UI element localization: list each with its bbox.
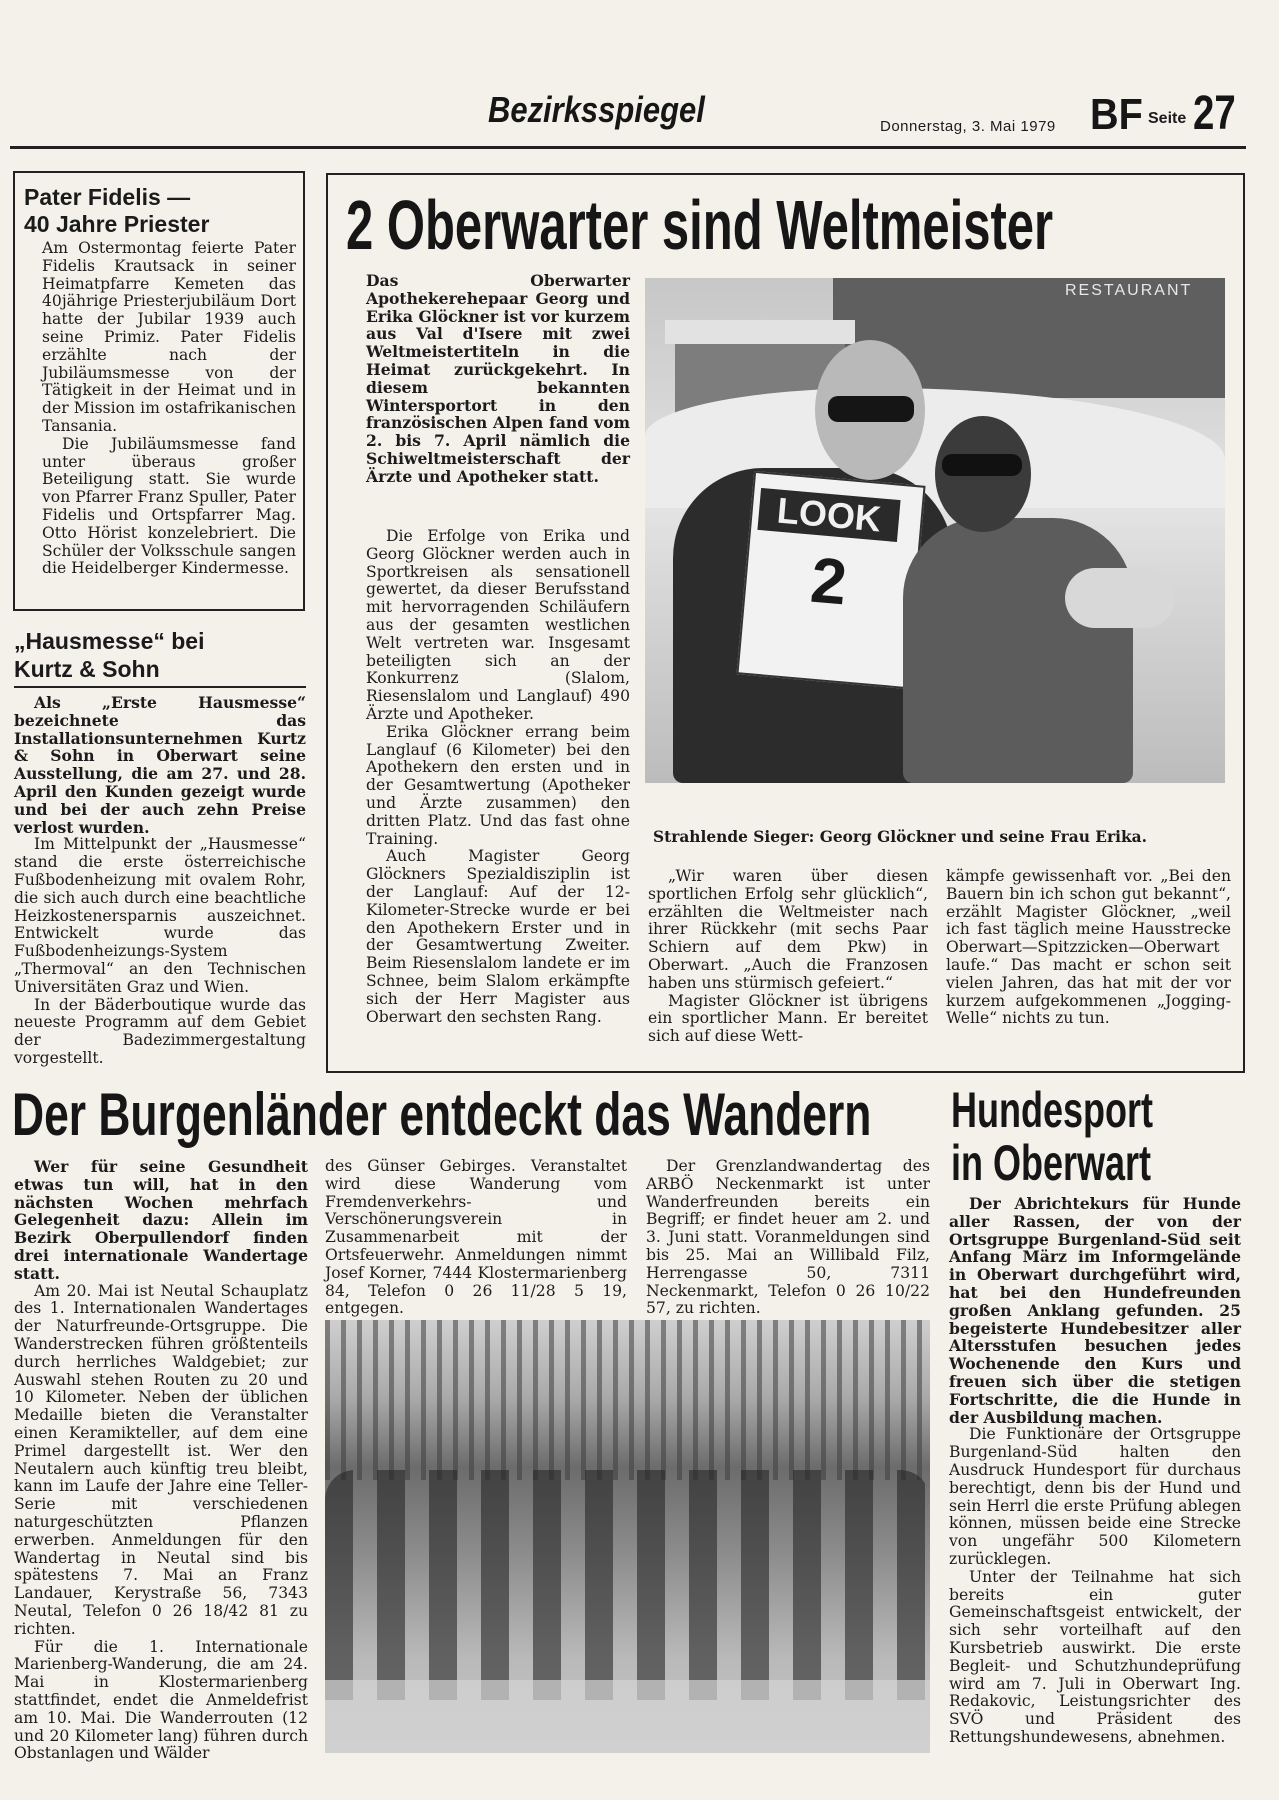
forest-trees bbox=[325, 1320, 930, 1480]
page-label: Seite bbox=[1148, 110, 1187, 127]
hundesport-paragraph: Die Funktionäre der Ortsgruppe Burgenland-Süd halten den Ausdruck Hundesport für durchaus berechtigt, denn bis der Hund und sein Herrl die erste Prüfung ablegen können, müssen beide eine Strecke von ungefähr 500 Kilometern zurücklegen. bbox=[949, 1425, 1241, 1568]
weltmeister-headline: 2 Oberwarter sind Weltmeister bbox=[346, 186, 1054, 264]
weltmeister-paragraph: „Wir waren über diesen sportlichen Erfolg sehr glücklich“, erzählten die Weltmeister nach ihrer Rückkehr (mit sechs Paar Schiern auf dem Pkw) in Oberwart. „Auch die Franzosen haben uns stürmisch gefeiert.“ bbox=[648, 867, 928, 992]
weltmeister-lead bbox=[366, 272, 630, 486]
weltmeister-paragraph: kämpfe gewissenhaft vor. „Bei den Bauern bin ich schon gut bekannt“, erzählt Magister Glöckner, „weil ich fast täglich meine Hausstrecke Oberwart—Spitzzicken—Oberwart laufe.“ Das macht er schon seit vielen Jahren, das hat mit der vor kurzem aufgekommenen „Jogging-Welle“ nichts zu tun. bbox=[946, 867, 1231, 1028]
photo-caption: Strahlende Sieger: Georg Glöckner und seine Frau Erika. bbox=[653, 828, 1147, 846]
hiker-path bbox=[325, 1680, 930, 1753]
wandern-col-1 bbox=[14, 1158, 308, 1763]
hausmesse-body bbox=[14, 694, 306, 1068]
bib-number: 2 bbox=[807, 543, 850, 619]
header-rule bbox=[10, 146, 1246, 149]
hausmesse-paragraph: Im Mittelpunkt der „Hausmesse“ stand die erste österreichische Fußbodenheizung mit ovalem Rohr, die sich auch durch eine beachtliche Heizkostenersparnis auszeichnet. Entwickelt wurde das Fußbodenheizungs-System „Thermoval“ an den Technischen Universitäten Graz und Wien. bbox=[14, 835, 306, 996]
wandern-col-2 bbox=[325, 1158, 627, 1318]
page-number: 27 bbox=[1193, 87, 1236, 140]
issue-date: Donnerstag, 3. Mai 1979 bbox=[880, 118, 1056, 135]
hundesport-headline-2: in Oberwart bbox=[951, 1135, 1152, 1191]
wandern-paragraph: Der Grenzlandwandertag des ARBÖ Neckenmarkt ist unter Wanderfreunden bereits ein Begriff; er findet heuer am 2. und 3. Juni statt. Voranmeldungen sind bis 25. Mai an Willibald Filz, Herrengasse 50, 7311 Neckenmarkt, Telefon 0 26 10/22 57, zu richten. bbox=[646, 1157, 930, 1318]
winners-photo bbox=[645, 278, 1225, 783]
wandern-lead: Wer für seine Gesundheit etwas tun will, hat in den nächsten Wochen mehrfach Gelegenheit dazu: Allein im Bezirk Oberpullendorf finden drei internationale Wandertage statt. bbox=[14, 1157, 308, 1283]
weltmeister-lead-text: Das Oberwarter Apothekerehepaar Georg und Erika Glöckner ist vor kurzem aus Val d'Isere mit zwei Weltmeistertiteln in die Heimat zurückgekehrt. In diesem bekannten Wintersportort in den französischen Alpen fand vom 2. bis 7. April nämlich die Schiweltmeisterschaft der Ärzte und Apotheker statt. bbox=[366, 271, 630, 486]
woman-body bbox=[903, 518, 1133, 783]
weltmeister-paragraph: Die Erfolge von Erika und Georg Glöckner werden auch in Sportkreisen als sensationell gewertet, da dieser Berufsstand mit hervorragenden Schiläufern aus der gesamten westlichen Welt vertreten war. Insgesamt beteiligten sich an der Konkurrenz (Slalom, Riesenslalom und Langlauf) 490 Ärzte und Apotheker. bbox=[366, 527, 630, 723]
weltmeister-paragraph: Erika Glöckner errang beim Langlauf (6 Kilometer) bei den Apothekern den ersten und in der Gesamtwertung (Apotheker und Ärzte zusammen) den dritten Platz. Und das fast ohne Training. bbox=[366, 722, 630, 848]
hausmesse-paragraph: In der Bäderboutique wurde das neueste Programm auf dem Gebiet der Badezimmergestaltung vorgestellt. bbox=[14, 995, 306, 1067]
hausmesse-lead: Als „Erste Hausmesse“ bezeichnete das Installationsunternehmen Kurtz & Sohn in Oberwart seine Ausstellung, die am 27. und 28. April den Kunden gezeigt wurde und bei der auch zehn Preise verlost wurden. bbox=[14, 693, 306, 837]
weltmeister-paragraph: Magister Glöckner ist übrigens ein sportlicher Mann. Er bereitet sich auf diese Wett- bbox=[648, 991, 928, 1046]
weltmeister-col-3 bbox=[946, 868, 1231, 1028]
hausmesse-rule bbox=[14, 686, 306, 688]
wandern-paragraph: Für die 1. Internationale Marienberg-Wanderung, die am 24. Mai in Klostermarienberg stattfindet, endet die Anmeldefrist am 10. Mai. Die Wanderrouten (12 und 20 Kilometer lang) führen durch Obstanlagen und Wälder bbox=[14, 1637, 308, 1763]
wandern-paragraph: des Günser Gebirges. Veranstaltet wird diese Wanderung vom Fremdenverkehrs- und Verschönerungsverein in Zusammenarbeit mit der Ortsfeuerwehr. Anmeldungen nimmt Josef Korner, 7444 Klostermarienberg 84, Telefon 0 26 11/28 5 19, entgegen. bbox=[325, 1157, 627, 1318]
fidelis-title-2: 40 Jahre Priester bbox=[24, 211, 210, 237]
restaurant-sign: RESTAURANT bbox=[1065, 282, 1193, 299]
wandern-paragraph: Am 20. Mai ist Neutal Schauplatz des 1. Internationalen Wandertages der Naturfreunde-Ortsgruppe. Die Wanderstrecken führen größtenteils durch herrliches Waldgebiet; zur Auswahl stehen Routen zu 20 und 10 Kilometer. Neben der üblichen Medaille bieten die Veranstalter einen Keramikteller, auf dem eine Primel dargestellt ist. Wer den Neutalern auch künftig treu bleibt, kann im Laufe der Jahre eine Teller-Serie mit verschiedenen naturgeschützten Pflanzen erwerben. Anmeldungen für den Wandertag in Neutal sind bis spätestens 7. Mai an Franz Landauer, Kerystraße 56, 7343 Neutal, Telefon 0 26 18/42 81 zu richten. bbox=[14, 1281, 308, 1638]
weltmeister-col-2 bbox=[648, 868, 928, 1046]
fidelis-paragraph: Die Jubiläumsmesse fand unter überaus großer Beteiligung statt. Sie wurde von Pfarrer Franz Spuller, Pater Fidelis und Ortspfarrer Mag. Otto Hörist konzelebriert. Die Schüler der Volksschule sangen die Heidelberger Kindermesse. bbox=[42, 434, 296, 578]
fidelis-paragraph: Am Ostermontag feierte Pater Fidelis Krautsack in seiner Heimatpfarre Kemeten das 40jährige Priesterjubiläum Dort hatte der Jubilar 1939 auch seine Primiz. Pater Fidelis erzählte nach der Jubiläumsmesse von der Tätigkeit in der Heimat und in der Mission im ostafrikanischen Tansania. bbox=[42, 239, 296, 435]
weltmeister-col-1 bbox=[366, 528, 630, 1026]
gloves bbox=[1065, 568, 1175, 628]
section-title: Bezirksspiegel bbox=[488, 89, 705, 130]
hausmesse-title-2: Kurtz & Sohn bbox=[14, 656, 160, 682]
woman-sunglasses bbox=[942, 454, 1022, 476]
wandern-headline: Der Burgenländer entdeckt das Wandern bbox=[12, 1081, 872, 1148]
hausmesse-title-1: „Hausmesse“ bei bbox=[14, 628, 205, 654]
weltmeister-paragraph: Auch Magister Georg Glöckners Spezialdisziplin ist der Langlauf: Auf der 12-Kilometer-Strecke wurde er bei den Apothekern Erster und in der Gesamtwertung Zweiter. Beim Riesenslalom landete er im Schnee, beim Slalom erkämpfte sich der Herr Magister aus Oberwart den sechsten Rang. bbox=[366, 847, 630, 1026]
hundesport-paragraph: Unter der Teilnahme hat sich bereits ein guter Gemeinschaftsgeist entwickelt, der sich sehr vorteilhaft auf den Kursbetrieb auswirkt. Die erste Begleit- und Schutzhundeprüfung wird am 7. Juli in Oberwart Ing. Redakovic, Leistungsrichter des SVÖ und Präsident des Rettungshundewesens, abnehmen. bbox=[949, 1567, 1241, 1746]
chalet-roof bbox=[665, 320, 855, 344]
hundesport-lead: Der Abrichtekurs für Hunde aller Rassen, der von der Ortsgruppe Burgenland-Süd seit Anfang März im Informgelände in Oberwart durchgeführt wird, hat bei den Hundefreunden großen Anklang gefunden. 25 begeisterte Hundebesitzer aller Altersstufen besuchen jedes Wochenende den Kurs und freuen sich über die stetigen Fortschritte, die die Hunde in der Ausbildung machen. bbox=[949, 1194, 1241, 1427]
fidelis-body bbox=[42, 240, 296, 578]
bib-look: LOOK bbox=[757, 488, 900, 542]
fidelis-title-1: Pater Fidelis — bbox=[24, 184, 191, 210]
man-sunglasses bbox=[828, 396, 914, 422]
hiker-group bbox=[325, 1470, 930, 1700]
hundesport-body bbox=[949, 1195, 1241, 1747]
wandern-col-3 bbox=[646, 1158, 930, 1318]
hikers-photo bbox=[325, 1320, 930, 1753]
newspaper-logo: BF bbox=[1090, 90, 1143, 139]
hundesport-headline-1: Hundesport bbox=[951, 1082, 1153, 1138]
